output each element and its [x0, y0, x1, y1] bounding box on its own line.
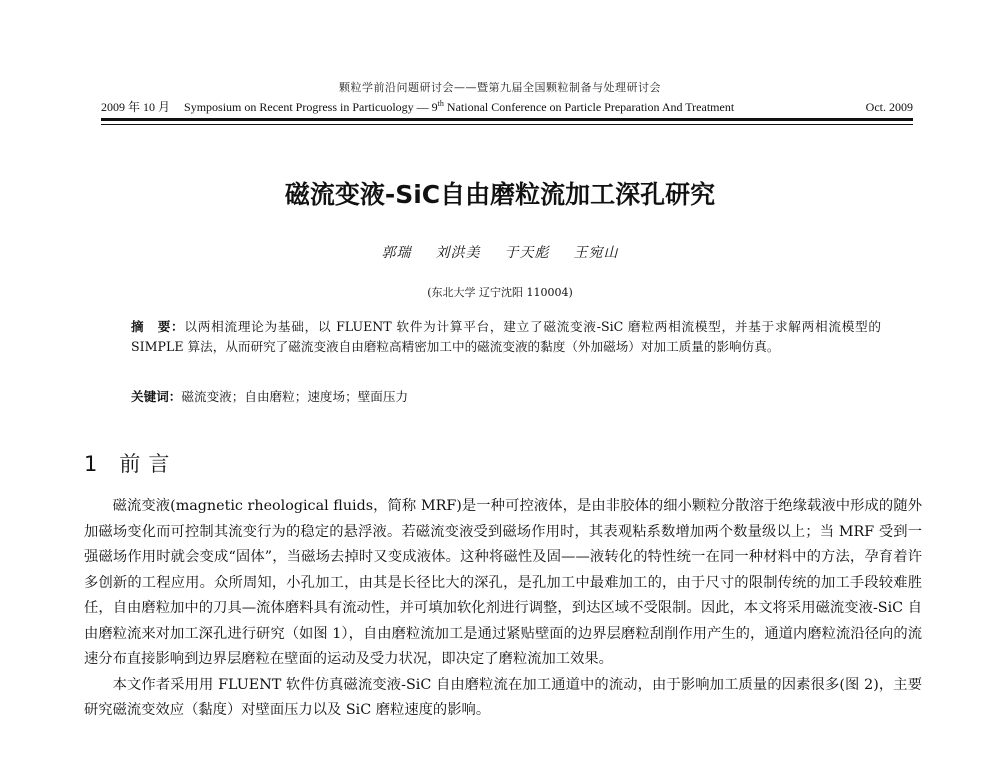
header-dash: —: [416, 100, 429, 114]
header-conference-sup: th: [437, 99, 444, 108]
paragraph: 本文作者采用用 FLUENT 软件仿真磁流变液-SiC 自由磨粒流在加工通道中的流动，由于影响加工质量的因素很多(图 2)，主要研究磁流变效应（黏度）对壁面压力以及 SiC 磨粒速度的影响。: [84, 676, 922, 718]
author-name: 刘洪美: [435, 245, 481, 261]
header-symposium: Symposium on Recent Progress in Particuology: [184, 100, 414, 114]
header-date-en: Oct. 2009: [865, 100, 913, 114]
author-name: 郭瑞: [381, 245, 412, 261]
keywords-text: 磁流变液；自由磨粒；速度场；壁面压力: [181, 389, 409, 404]
header-rule-thick: [101, 118, 913, 121]
section-title: 前言: [119, 452, 178, 476]
author-name: 王宛山: [573, 245, 619, 261]
abstract-text: 以两相流理论为基础，以 FLUENT 软件为计算平台，建立了磁流变液-SiC 磨粒两相流模型，并基于求解两相流模型的 SIMPLE 算法，从而研究了磁流变液自由磨粒高精密加工中的磁流变液的黏度（外加磁场）对加工质量的影响仿真。: [131, 319, 882, 354]
author-list: [0, 242, 1000, 262]
running-header: [101, 98, 913, 115]
conference-header-line: 颗粒学前沿问题研讨会——暨第九届全国颗粒制备与处理研讨会: [339, 81, 661, 94]
paper-title: 磁流变液-SiC自由磨粒流加工深孔研究: [284, 180, 716, 209]
keywords-label: 关键词：: [131, 389, 182, 404]
paragraph: 磁流变液(magnetic rheological fluids，简称 MRF)是一种可控液体，是由非胶体的细小颗粒分散溶于绝缘载液中形成的随外加磁场变化而可控制其流变行为的稳定的悬浮液。若磁流变液受到磁场作用时，其表观粘系数增加两个数量级以上；当 MRF 受到一强磁场作用时就会变成“固体”，当磁场去掉时又变成液体。这种将磁性及固——液转化的特性统一在同一种材料中的方法，孕育着许多创新的工程应用。众所周知，小孔加工，由其是长径比大的深孔，是孔加工中最难加工的，由于尺寸的限制传统的加工手段较难胜任，自由磨粒加中的刀具—流体磨料具有流动性，并可填加软化剂进行调整，到达区域不受限制。因此，本文将采用磁流变液-SiC 自由磨粒流来对加工深孔进行研究（如图 1），自由磨粒流加工是通过紧贴壁面的边界层磨粒刮削作用产生的，通道内磨粒流沿径向的流速分布直接影响到边界层磨粒在壁面的运动及受力状况，即决定了磨粒流加工效果。: [84, 498, 922, 667]
author-name: 于天彪: [504, 245, 550, 261]
abstract: [131, 317, 881, 357]
body-text: [84, 494, 922, 724]
keywords: [131, 386, 881, 405]
section-heading: [84, 448, 177, 478]
header-conference: National Conference on Particle Preparation And Treatment: [446, 100, 735, 114]
header-date-cn: 2009 年 10 月: [101, 100, 171, 114]
affiliation: (东北大学 辽宁沈阳 110004): [427, 286, 573, 299]
abstract-label: 摘 要：: [131, 319, 185, 334]
section-number: 1: [84, 452, 98, 476]
header-rule-thin: [101, 124, 913, 125]
header-conference-num: 9: [431, 100, 438, 114]
